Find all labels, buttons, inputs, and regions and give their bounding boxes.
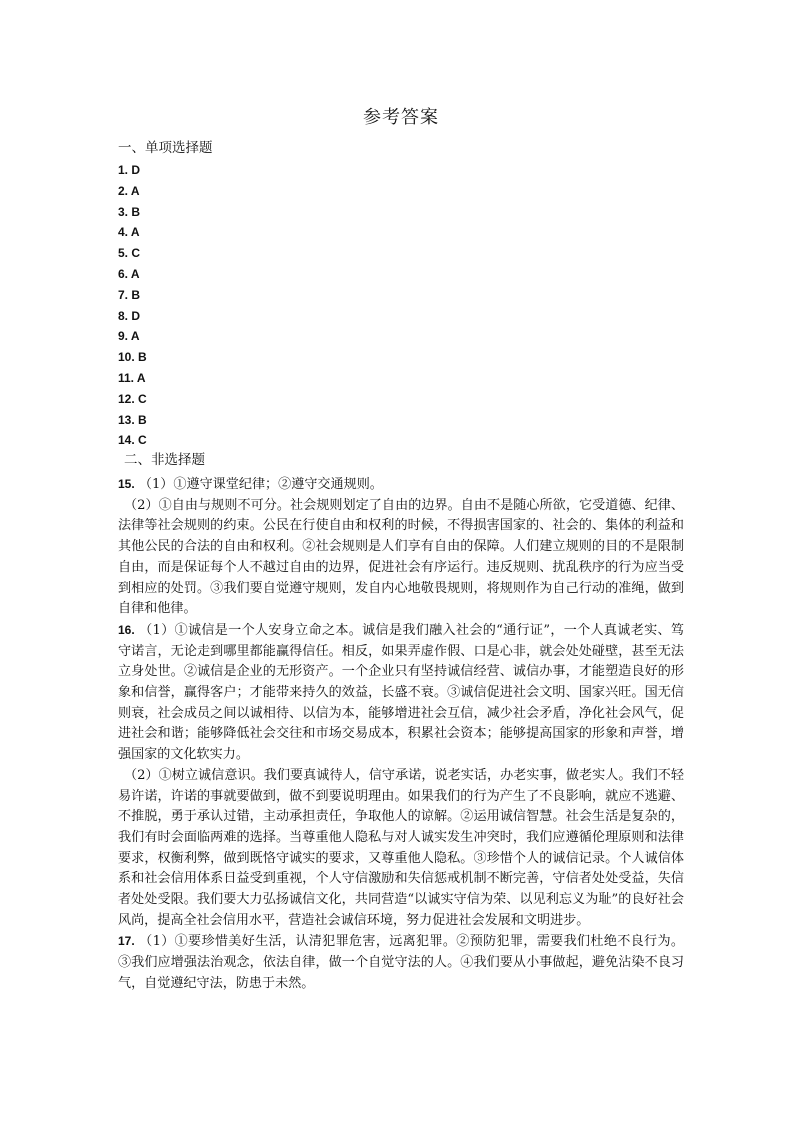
- answer-paragraph: [118, 496, 684, 620]
- answer-letter: C: [138, 433, 147, 448]
- answer-item: [118, 368, 318, 389]
- answer-item: [118, 347, 318, 368]
- question-number: 12.: [118, 391, 135, 406]
- section-heading-non-choice: 二、非选择题: [124, 452, 205, 468]
- answer-text: （1）①要珍惜美好生活，认清犯罪危害，远离犯罪。②预防犯罪，需要我们杜绝不良行为。③我们应增强法治观念，依法自律，做一个自觉守法的人。④我们要从小事做起，避免沾染不良习气，自觉遵纪守法，防患于未然。: [118, 934, 684, 991]
- question-number: 1.: [118, 163, 129, 177]
- question-number: 16.: [118, 622, 135, 637]
- answer-letter: A: [130, 225, 140, 240]
- question-number: 10.: [118, 350, 135, 365]
- answer-item: [118, 160, 318, 181]
- answer-item: [118, 264, 318, 285]
- question-number: 8.: [118, 308, 129, 323]
- answer-text: （2）①树立诚信意识。我们要真诚待人，信守承诺，说老实话，办老实事，做老实人。我们不轻易许诺，许诺的事就要做到，做不到要说明理由。如果我们的行为产生了不良影响，就应不逃避、不推脱，勇于承认过错，主动承担责任，争取他人的谅解。②运用诚信智慧。社会生活是复杂的，我们有时会面临两难的选择。当尊重他人隐私与对人诚实发生冲突时，我们应遵循伦理原则和法律要求，权衡利弊，做到既恪守诚实的要求，又尊重他人隐私。③珍惜个人的诚信记录。个人诚信体系和社会信用体系日益受到重视，个人守信激励和失信惩戒机制不断完善，守信者处处受益，失信者处处受限。我们要大力弘扬诚信文化，共同营造“以诚实守信为荣、以见利忘义为耻”的良好社会风尚，提高全社会信用水平，营造社会诚信环境，努力促进社会发展和文明进步。: [118, 767, 684, 928]
- question-number: 5.: [118, 246, 129, 261]
- answer-letter: C: [131, 246, 141, 261]
- non-choice-answers: [118, 474, 684, 995]
- multiple-choice-answer-list: [118, 160, 318, 451]
- question-number: 17.: [118, 934, 135, 949]
- answer-item: [118, 326, 318, 347]
- question-number: 13.: [118, 412, 135, 427]
- answer-paragraph: [118, 474, 684, 496]
- answer-item: [118, 430, 318, 451]
- question-number: 14.: [118, 433, 135, 448]
- question-number: 4.: [118, 225, 129, 240]
- question-number: 3.: [118, 204, 129, 219]
- answer-letter: B: [138, 412, 147, 427]
- answer-letter: A: [130, 329, 140, 344]
- question-number: 9.: [118, 329, 129, 344]
- answer-letter: B: [131, 204, 141, 219]
- question-number: 7.: [118, 287, 129, 302]
- question-number: 15.: [118, 477, 135, 491]
- question-number: 11.: [118, 370, 135, 385]
- answer-item: [118, 306, 318, 327]
- section-heading-multiple-choice: 一、单项选择题: [118, 140, 213, 156]
- question-number: 2.: [118, 183, 129, 198]
- answer-text: （2）①自由与规则不可分。社会规则划定了自由的边界。自由不是随心所欲，它受道德、纪律、法律等社会规则的约束。公民在行使自由和权利的时候，不得损害国家的、社会的、集体的利益和其他公民的合法的自由和权利。②社会规则是人们享有自由的保障。人们建立规则的目的不是限制自由，而是保证每个人不越过自由的边界，促进社会有序运行。违反规则、扰乱秩序的行为应当受到相应的处罚。③我们要自觉遵守规则，发自内心地敬畏规则，将规则作为自己行动的准绳，做到自律和他律。: [118, 497, 684, 617]
- answer-letter: B: [138, 350, 147, 365]
- answer-paragraph: [118, 620, 684, 766]
- answer-letter: C: [138, 391, 147, 406]
- answer-paragraph: [118, 766, 684, 932]
- answer-item: [118, 389, 318, 410]
- answer-letter: A: [130, 183, 140, 198]
- answer-item: [118, 243, 318, 264]
- answer-item: [118, 410, 318, 431]
- answer-letter: A: [136, 370, 146, 385]
- answer-text: （1）①遵守课堂纪律；②遵守交通规则。: [138, 477, 383, 492]
- page-title: 参考答案: [363, 107, 439, 128]
- answer-item: [118, 285, 318, 306]
- question-number: 6.: [118, 266, 129, 281]
- answer-letter: D: [131, 308, 141, 323]
- answer-item: [118, 181, 318, 202]
- answer-item: [118, 202, 318, 223]
- answer-letter: D: [131, 163, 141, 177]
- answer-letter: B: [131, 287, 141, 302]
- answer-item: [118, 222, 318, 243]
- answer-letter: A: [130, 266, 140, 281]
- answer-text: （1）①诚信是一个人安身立命之本。诚信是我们融入社会的“通行证”，一个人真诚老实、笃守诺言，无论走到哪里都能赢得信任。相反，如果弄虚作假、口是心非，就会处处碰壁，甚至无法立身处世。②诚信是企业的无形资产。一个企业只有坚持诚信经营、诚信办事，才能塑造良好的形象和信誉，赢得客户；才能带来持久的效益，长盛不衰。③诚信促进社会文明、国家兴旺。国无信则衰，社会成员之间以诚相待、以信为本，能够增进社会互信，减少社会矛盾，净化社会风气，促进社会和谐；能够降低社会交往和市场交易成本，积累社会资本；能够提高国家的形象和声誉，增强国家的文化软实力。: [118, 622, 684, 763]
- answer-paragraph: [118, 931, 684, 994]
